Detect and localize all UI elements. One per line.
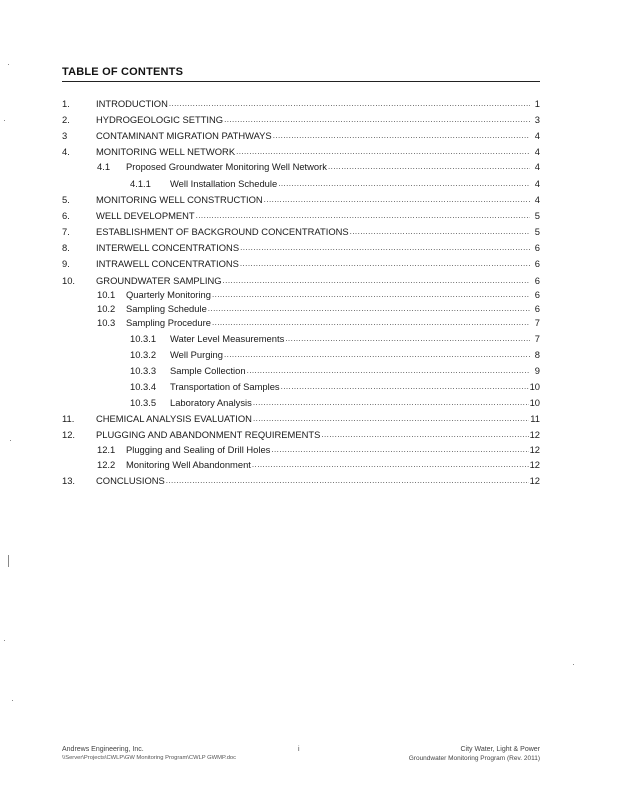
toc-dot-leader (240, 244, 530, 252)
toc-entry-title: Sampling Schedule (126, 303, 207, 314)
footer-file-path: \\Server\Projects\CWLP\GW Monitoring Program\CWLP GWMP.doc (62, 755, 237, 761)
toc-entry-number: 9. (62, 258, 70, 269)
toc-entry-number: 4. (62, 146, 70, 157)
toc-entry-page: 6 (534, 289, 540, 300)
toc-entry-number: 10.3.1 (130, 333, 157, 344)
scan-speck (8, 64, 9, 65)
footer-left (62, 745, 236, 763)
toc-entry (130, 347, 540, 361)
toc-entry-page: 4 (534, 130, 540, 141)
toc-entry-title: Laboratory Analysis (170, 397, 252, 408)
toc-entry-page: 4 (534, 161, 540, 172)
toc-dot-leader (350, 228, 530, 236)
toc-entry-title: CONCLUSIONS (96, 475, 165, 486)
toc-entry-title: Well Installation Schedule (170, 178, 278, 189)
toc-dot-leader (253, 415, 529, 423)
toc-entry-page: 6 (534, 258, 540, 269)
toc-entry (97, 287, 540, 301)
toc-dot-leader (208, 305, 530, 313)
toc-entry-number: 10.3 (97, 317, 116, 328)
toc-entry-number: 4.1.1 (130, 178, 151, 189)
toc-entry-number: 13. (62, 475, 76, 486)
toc-entry-page: 5 (534, 210, 540, 221)
toc-entry-number: 10.1 (97, 289, 116, 300)
toc-entry-number: 2. (62, 114, 70, 125)
toc-entry-page: 7 (534, 333, 540, 344)
toc-entry (62, 224, 540, 238)
toc-entry-number: 7. (62, 226, 70, 237)
toc-entry-title: Sample Collection (170, 365, 246, 376)
toc-entry-title: CHEMICAL ANALYSIS EVALUATION (96, 413, 252, 424)
toc-entry-page: 8 (534, 349, 540, 360)
footer-company: Andrews Engineering, Inc. (62, 746, 144, 753)
toc-entry-title: Monitoring Well Abandonment (126, 459, 251, 470)
toc-entry-title: GROUNDWATER SAMPLING (96, 275, 222, 286)
toc-entry-page: 4 (534, 146, 540, 157)
toc-entry (62, 128, 540, 142)
toc-dot-leader (247, 367, 530, 375)
toc-entry-page: 6 (534, 303, 540, 314)
toc-entry-page: 7 (534, 317, 540, 328)
toc-entry-number: 12.2 (97, 459, 116, 470)
toc-dot-leader (278, 180, 530, 188)
toc-entry-title: Well Purging (170, 349, 223, 360)
toc-entry-page: 6 (534, 275, 540, 286)
toc-entry-number: 12.1 (97, 444, 116, 455)
toc-entry-title: Plugging and Sealing of Drill Holes (126, 444, 271, 455)
toc-entry-number: 10.3.4 (130, 381, 157, 392)
toc-entry-title: Water Level Measurements (170, 333, 285, 344)
toc-entry (62, 112, 540, 126)
toc-entry-page: 12 (529, 444, 540, 455)
toc-entry (130, 176, 540, 190)
toc-dot-leader (224, 116, 530, 124)
toc-entry-page: 4 (534, 178, 540, 189)
toc-dot-leader (169, 100, 530, 108)
scan-speck (8, 555, 9, 567)
toc-entry-title: INTRODUCTION (96, 98, 168, 109)
toc-entry-number: 10.3.3 (130, 365, 157, 376)
toc-dot-leader (253, 399, 529, 407)
toc-entry-title: MONITORING WELL CONSTRUCTION (96, 194, 263, 205)
toc-entry (62, 256, 540, 270)
toc-entry-number: 10.2 (97, 303, 116, 314)
toc-entry-page: 9 (534, 365, 540, 376)
toc-dot-leader (240, 260, 530, 268)
toc-entry-page: 4 (534, 194, 540, 205)
toc-entry (97, 457, 540, 471)
scan-speck (10, 440, 11, 441)
toc-dot-leader (271, 446, 528, 454)
toc-dot-leader (328, 163, 530, 171)
toc-entry (62, 273, 540, 287)
scan-speck (4, 120, 5, 121)
toc-entry-page: 12 (529, 459, 540, 470)
toc-entry-page: 10 (529, 381, 540, 392)
toc-entry-page: 10 (529, 397, 540, 408)
toc-entry (97, 315, 540, 329)
scan-speck (12, 700, 13, 701)
toc-entry-number: 8. (62, 242, 70, 253)
toc-dot-leader (196, 212, 530, 220)
toc-entry-page: 6 (534, 242, 540, 253)
toc-entry (62, 427, 540, 441)
toc-dot-leader (212, 319, 530, 327)
toc-dot-leader (285, 335, 530, 343)
toc-entry (62, 144, 540, 158)
toc-entry-title: INTERWELL CONCENTRATIONS (96, 242, 240, 253)
toc-dot-leader (252, 461, 529, 469)
toc-entry-title: Quarterly Monitoring (126, 289, 211, 300)
toc-dot-leader (223, 277, 530, 285)
footer-page-number: i (298, 746, 300, 753)
toc-entry-title: CONTAMINANT MIGRATION PATHWAYS (96, 130, 272, 141)
toc-entry-page: 11 (530, 413, 540, 424)
toc-dot-leader (166, 477, 529, 485)
toc-entry (62, 411, 540, 425)
toc-entry (62, 240, 540, 254)
toc-dot-leader (224, 351, 530, 359)
toc-entry-title: MONITORING WELL NETWORK (96, 146, 236, 157)
toc-entry-title: HYDROGEOLOGIC SETTING (96, 114, 224, 125)
title-underline (62, 81, 540, 82)
toc-dot-leader (281, 383, 529, 391)
toc-entry-title: Sampling Procedure (126, 317, 211, 328)
toc-entry-title: WELL DEVELOPMENT (96, 210, 195, 221)
toc-entry-number: 6. (62, 210, 70, 221)
toc-entry-number: 10.3.2 (130, 349, 157, 360)
toc-entry (130, 379, 540, 393)
toc-entry (62, 208, 540, 222)
toc-entry-title: ESTABLISHMENT OF BACKGROUND CONCENTRATIONS (96, 226, 349, 237)
toc-entry (62, 192, 540, 206)
toc-dot-leader (264, 196, 530, 204)
toc-entry-page: 12 (529, 475, 540, 486)
footer-client: City Water, Light & Power (460, 746, 540, 753)
toc-entry-title: Transportation of Samples (170, 381, 280, 392)
toc-entry (62, 96, 540, 110)
page-footer (62, 745, 540, 771)
toc-dot-leader (321, 431, 528, 439)
toc-entry-title: PLUGGING AND ABANDONMENT REQUIREMENTS (96, 429, 321, 440)
toc-entry-page: 1 (534, 98, 540, 109)
toc-title: TABLE OF CONTENTS (62, 66, 184, 78)
toc-entry (62, 473, 540, 487)
toc-entry (130, 331, 540, 345)
footer-document-title: Groundwater Monitoring Program (Rev. 2011) (408, 755, 540, 762)
toc-entry-number: 1. (62, 98, 70, 109)
toc-entry-number: 12. (62, 429, 76, 440)
toc-entry-page: 12 (529, 429, 540, 440)
toc-entry-page: 5 (534, 226, 540, 237)
toc-entry (97, 442, 540, 456)
toc-entry-number: 3 (62, 130, 68, 141)
footer-right (409, 745, 540, 763)
toc-dot-leader (273, 132, 530, 140)
toc-dot-leader (212, 291, 530, 299)
scan-speck (573, 664, 574, 665)
toc-entry (97, 301, 540, 315)
toc-entry (97, 159, 540, 173)
toc-entry-number: 4.1 (97, 161, 111, 172)
toc-entry (130, 363, 540, 377)
toc-entry-number: 10. (62, 275, 76, 286)
toc-entry-number: 5. (62, 194, 70, 205)
toc-entry-title: Proposed Groundwater Monitoring Well Network (126, 161, 327, 172)
toc-entry-title: INTRAWELL CONCENTRATIONS (96, 258, 239, 269)
toc-dot-leader (236, 148, 530, 156)
toc-entry-number: 11. (62, 413, 75, 424)
scan-speck (4, 640, 5, 641)
toc-entry-page: 3 (534, 114, 540, 125)
toc-entry-number: 10.3.5 (130, 397, 157, 408)
toc-entry (130, 395, 540, 409)
